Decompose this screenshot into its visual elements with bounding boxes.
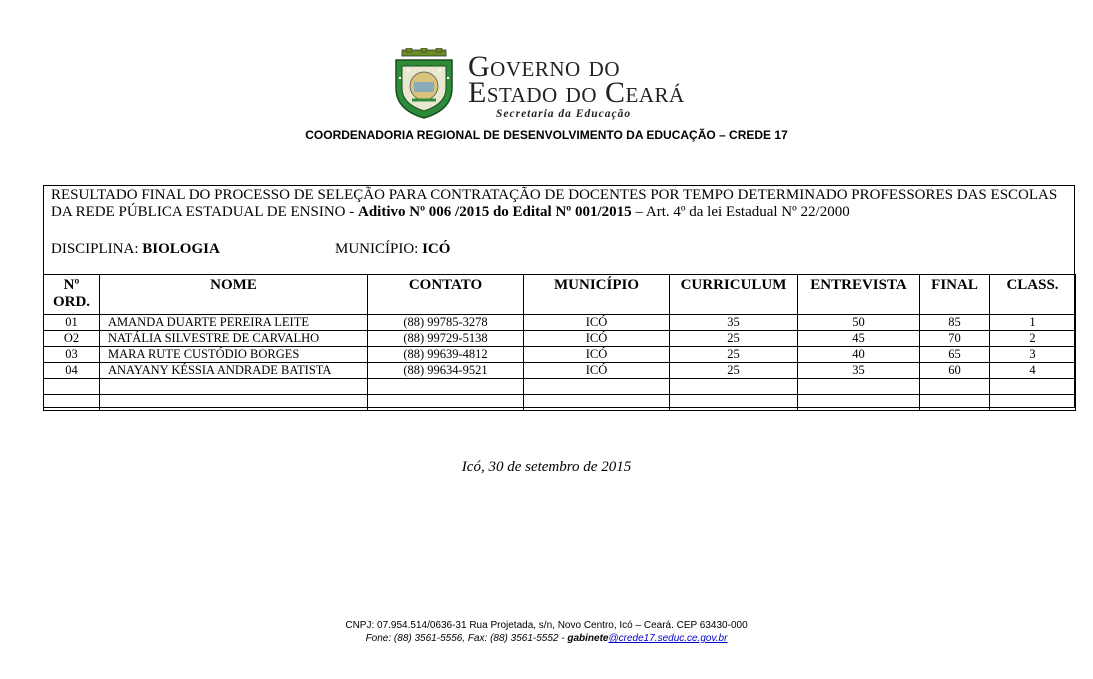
disciplina-value: BIOLOGIA	[142, 241, 220, 257]
cell-entrevista: 50	[798, 315, 920, 331]
empty-cell	[44, 379, 100, 395]
disciplina-label: DISCIPLINA:	[51, 241, 143, 257]
header-class: CLASS.	[990, 275, 1076, 315]
gov-line1: Governo do	[468, 50, 620, 83]
cell-entrevista: 45	[798, 331, 920, 347]
footer-contact	[0, 633, 1093, 644]
cell-contato: (88) 99634-9521	[368, 363, 524, 379]
cell-curriculum: 25	[670, 347, 798, 363]
government-logo	[388, 48, 688, 123]
resultado-text-1: RESULTADO FINAL DO PROCESSO DE SELEÇÃO PARA CONTRATAÇÃO DE DOCENTES POR TEMPO DETERMINADO PROFESSORES DAS ESCOLAS DA REDE PÚBLICA ESTADUAL DE ENSINO -	[51, 187, 1058, 220]
municipio-value: ICÓ	[422, 241, 451, 257]
header-ord-line2: ORD.	[52, 294, 91, 310]
header-entrevista: ENTREVISTA	[798, 275, 920, 315]
header-ord	[44, 275, 100, 315]
table-row-empty	[44, 395, 1076, 411]
gov-line2: Estado do Ceará	[468, 76, 685, 109]
empty-cell	[798, 379, 920, 395]
cell-ord: 01	[44, 315, 100, 331]
footer-gabinete: gabinete	[567, 633, 609, 644]
cell-final: 85	[920, 315, 990, 331]
empty-cell	[100, 395, 368, 411]
header-curriculum: CURRICULUM	[670, 275, 798, 315]
header-final: FINAL	[920, 275, 990, 315]
cell-ord: 04	[44, 363, 100, 379]
empty-cell	[524, 395, 670, 411]
cell-contato: (88) 99729-5138	[368, 331, 524, 347]
results-table	[43, 274, 1076, 411]
empty-cell	[100, 379, 368, 395]
ceara-coat-of-arms-icon	[388, 48, 460, 120]
cell-class: 4	[990, 363, 1076, 379]
resultado-text-2: – Art. 4º da lei Estadual Nº 22/2000	[631, 204, 850, 220]
cell-class: 2	[990, 331, 1076, 347]
cell-entrevista: 40	[798, 347, 920, 363]
cell-final: 65	[920, 347, 990, 363]
cell-nome: ANAYANY KÉSSIA ANDRADE BATISTA	[100, 363, 368, 379]
cell-entrevista: 35	[798, 363, 920, 379]
cell-nome: MARA RUTE CUSTÓDIO BORGES	[100, 347, 368, 363]
empty-cell	[990, 395, 1076, 411]
cell-class: 1	[990, 315, 1076, 331]
table-row	[44, 315, 1076, 331]
cell-contato: (88) 99639-4812	[368, 347, 524, 363]
date-line: Icó, 30 de setembro de 2015	[461, 459, 632, 475]
cell-class: 3	[990, 347, 1076, 363]
empty-cell	[990, 379, 1076, 395]
cell-municipio: ICÓ	[524, 315, 670, 331]
cell-curriculum: 25	[670, 331, 798, 347]
government-title	[468, 50, 685, 109]
header-ord-line1: Nº	[63, 277, 80, 293]
table-row-empty	[44, 379, 1076, 395]
header-municipio: MUNICÍPIO	[524, 275, 670, 315]
empty-cell	[524, 379, 670, 395]
cell-ord: O2	[44, 331, 100, 347]
empty-cell	[920, 395, 990, 411]
cell-final: 60	[920, 363, 990, 379]
cell-nome: NATÁLIA SILVESTRE DE CARVALHO	[100, 331, 368, 347]
cell-municipio: ICÓ	[524, 331, 670, 347]
aditivo-edital: Aditivo Nº 006 /2015 do Edital Nº 001/2015	[358, 204, 632, 220]
empty-cell	[368, 395, 524, 411]
cell-curriculum: 25	[670, 363, 798, 379]
results-box	[43, 185, 1075, 408]
municipio-label: MUNICÍPIO:	[335, 241, 423, 257]
footer-phone: Fone: (88) 3561-5556, Fax: (88) 3561-5552 -	[365, 633, 568, 644]
table-row	[44, 331, 1076, 347]
cell-contato: (88) 99785-3278	[368, 315, 524, 331]
empty-cell	[670, 395, 798, 411]
cell-ord: 03	[44, 347, 100, 363]
empty-cell	[798, 395, 920, 411]
secretaria-subtitle: Secretaria da Educação	[496, 108, 632, 120]
table-header-row	[44, 275, 1076, 315]
empty-cell	[920, 379, 990, 395]
table-row	[44, 363, 1076, 379]
coordenadoria-title: COORDENADORIA REGIONAL DE DESENVOLVIMENTO DA EDUCAÇÃO – CREDE 17	[305, 128, 788, 142]
cell-municipio: ICÓ	[524, 363, 670, 379]
municipio	[335, 240, 450, 258]
table-row	[44, 347, 1076, 363]
cell-curriculum: 35	[670, 315, 798, 331]
email-link[interactable]: @crede17.seduc.ce.gov.br	[608, 633, 728, 644]
cell-final: 70	[920, 331, 990, 347]
header-contato: CONTATO	[368, 275, 524, 315]
empty-cell	[44, 395, 100, 411]
cell-nome: AMANDA DUARTE PEREIRA LEITE	[100, 315, 368, 331]
cell-municipio: ICÓ	[524, 347, 670, 363]
empty-cell	[670, 379, 798, 395]
resultado-heading	[51, 187, 1071, 221]
disciplina	[51, 240, 220, 258]
header-nome: NOME	[100, 275, 368, 315]
empty-cell	[368, 379, 524, 395]
footer-address: CNPJ: 07.954.514/0636-31 Rua Projetada, s/n, Novo Centro, Icó – Ceará. CEP 63430-000	[345, 620, 748, 631]
